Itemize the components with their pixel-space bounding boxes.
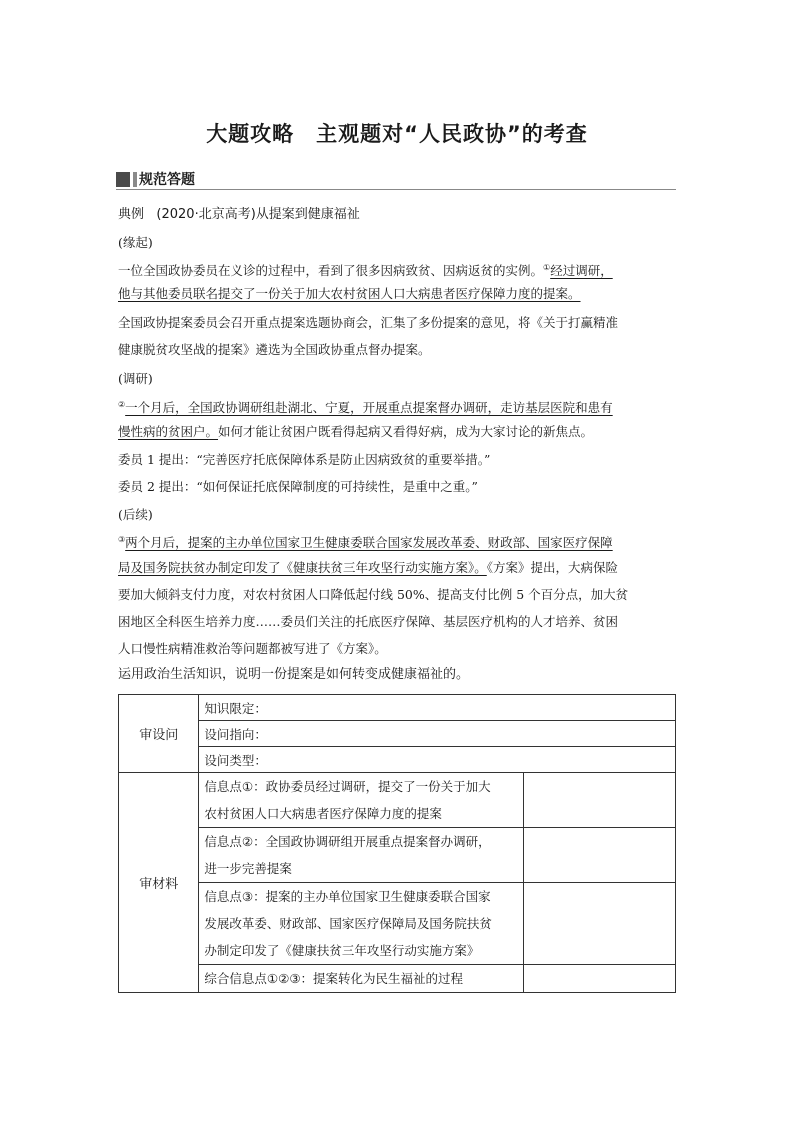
analysis-table xyxy=(118,694,676,993)
info-point-combined: 综合信息点①②③：提案转化为民生福祉的过程 xyxy=(199,965,524,993)
row-head-material: 审材料 xyxy=(119,773,199,993)
table-row xyxy=(119,773,676,828)
para3-heading: (后续) xyxy=(118,507,153,522)
info-point-1: 信息点①：政协委员经过调研，提交了一份关于加大 农村贫困人口大病患者医疗保障力度的提案 xyxy=(199,773,524,828)
example-topic: 从提案到健康福祉 xyxy=(255,207,360,222)
para1-line1: 一位全国政协委员在义诊的过程中，看到了很多因病致贫、因病返贫的实例。①经过调研， xyxy=(118,263,613,279)
table-row xyxy=(119,695,676,721)
circle-1-mark: ① xyxy=(543,263,551,272)
row-head-question: 审设问 xyxy=(119,695,199,773)
para1-line4: 健康脱贫攻坚战的提案》遴选为全国政协重点督办提案。 xyxy=(118,342,431,357)
answer-cell-2[interactable] xyxy=(524,828,676,883)
answer-cell-3[interactable] xyxy=(524,883,676,965)
para2-line4: 委员 2 提出：“如何保证托底保障制度的可持续性，是重中之重。” xyxy=(118,479,478,494)
circle-2-mark: ② xyxy=(118,400,126,409)
example-label: 典例 xyxy=(118,207,145,222)
table-row xyxy=(119,965,676,993)
section-label: 规范答题 xyxy=(139,172,195,188)
table-row xyxy=(119,883,676,965)
example-source: (2020·北京高考) xyxy=(156,207,256,222)
table-row xyxy=(119,721,676,747)
info-point-2: 信息点②：全国政协调研组开展重点提案督办调研， 进一步完善提案 xyxy=(199,828,524,883)
para1-line2: 他与其他委员联名提交了一份关于加大农村贫困人口大病患者医疗保障力度的提案。 xyxy=(118,286,581,301)
section-marker-accent xyxy=(133,172,137,187)
circle-3-mark: ③ xyxy=(118,535,126,544)
question-type-cell: 设问类型： xyxy=(199,747,676,773)
para2-line3: 委员 1 提出：“完善医疗托底保障体系是防止因病致贫的重要举措。” xyxy=(118,452,491,467)
para2-heading: (调研) xyxy=(118,371,153,386)
knowledge-scope-cell: 知识限定： xyxy=(199,695,676,721)
para3-line2: 局及国务院扶贫办制定印发了《健康扶贫三年攻坚行动实施方案》。《方案》提出，大病保险 xyxy=(118,560,619,575)
para3-line5: 人口慢性病精准救治等问题都被写进了《方案》。 xyxy=(118,641,387,656)
answer-cell-4[interactable] xyxy=(524,965,676,993)
section-heading xyxy=(116,168,676,190)
table-row xyxy=(119,828,676,883)
para2-line2: 慢性病的贫困户。如何才能让贫困户既看得起病又看得好病，成为大家讨论的新焦点。 xyxy=(118,424,594,439)
example-line xyxy=(118,206,678,224)
section-marker-icon xyxy=(116,172,130,187)
page-title: 大题攻略 主观题对“人民政协”的考查 xyxy=(206,122,588,146)
question-text: 运用政治生活知识，说明一份提案是如何转变成健康福祉的。 xyxy=(118,667,470,682)
para3-line4: 困地区全科医生培养力度……委员们关注的托底医疗保障、基层医疗机构的人才培养、贫困 xyxy=(118,614,619,629)
para1-heading: (缘起) xyxy=(118,235,153,250)
para3-line1: ③两个月后，提案的主办单位国家卫生健康委联合国家发展改革委、财政部、国家医疗保障 xyxy=(118,535,613,551)
table-row xyxy=(119,747,676,773)
question-direction-cell: 设问指向： xyxy=(199,721,676,747)
section-divider xyxy=(116,189,676,190)
para3-line3: 要加大倾斜支付力度，对农村贫困人口降低起付线 50%、提高支付比例 5 个百分点，加大贫 xyxy=(118,587,629,602)
para1-line3: 全国政协提案委员会召开重点提案选题协商会，汇集了多份提案的意见，将《关于打赢精准 xyxy=(118,315,619,330)
para2-line1: ②一个月后，全国政协调研组赴湖北、宁夏，开展重点提案督办调研，走访基层医院和患有 xyxy=(118,400,613,416)
info-point-3: 信息点③：提案的主办单位国家卫生健康委联合国家 发展改革委、财政部、国家医疗保障局及国务院扶贫 办制定印发了《健康扶贫三年攻坚行动实施方案》 xyxy=(199,883,524,965)
answer-cell-1[interactable] xyxy=(524,773,676,828)
